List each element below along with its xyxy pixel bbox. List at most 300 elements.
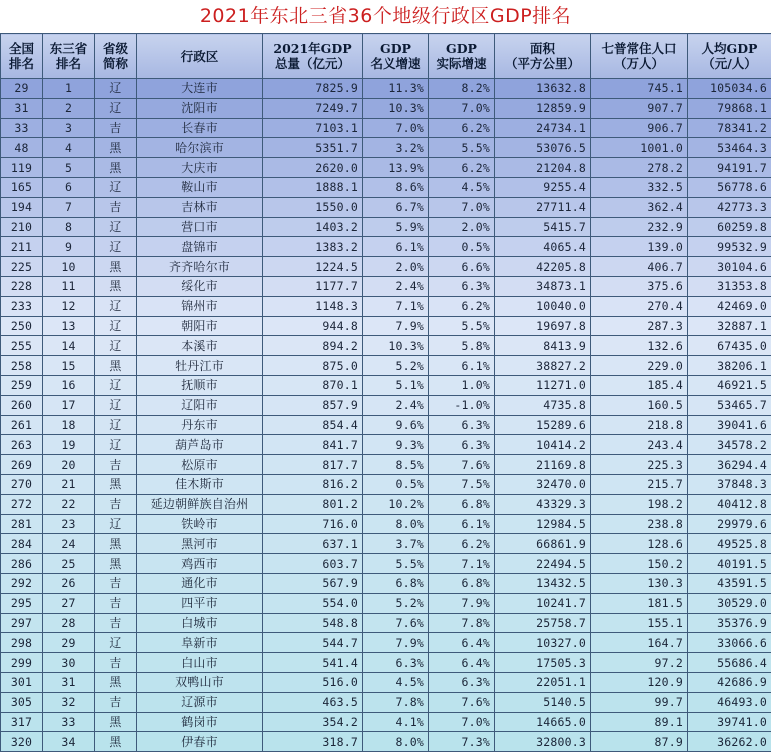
- cell-region: 伊春市: [137, 732, 263, 752]
- cell-province: 黑: [95, 257, 137, 277]
- cell-per-capita-gdp: 38206.1: [688, 356, 771, 376]
- cell-national-rank: 210: [1, 217, 43, 237]
- cell-area: 43329.3: [495, 494, 591, 514]
- cell-province: 辽: [95, 177, 137, 197]
- cell-national-rank: 211: [1, 237, 43, 257]
- cell-population: 130.3: [591, 573, 688, 593]
- cell-real-growth: 5.5%: [429, 316, 495, 336]
- cell-area: 17505.3: [495, 653, 591, 673]
- cell-gdp-total: 7249.7: [263, 98, 363, 118]
- cell-northeast-rank: 9: [43, 237, 95, 257]
- cell-region: 长春市: [137, 118, 263, 138]
- cell-national-rank: 119: [1, 158, 43, 178]
- cell-province: 黑: [95, 712, 137, 732]
- cell-real-growth: 6.2%: [429, 296, 495, 316]
- table-row: [1, 356, 771, 376]
- cell-region: 鸡西市: [137, 554, 263, 574]
- cell-real-growth: 0.5%: [429, 237, 495, 257]
- cell-national-rank: 317: [1, 712, 43, 732]
- cell-population: 128.6: [591, 534, 688, 554]
- table-row: [1, 455, 771, 475]
- cell-nominal-growth: 6.7%: [363, 197, 429, 217]
- cell-nominal-growth: 7.9%: [363, 633, 429, 653]
- table-row: [1, 653, 771, 673]
- cell-population: 150.2: [591, 554, 688, 574]
- cell-population: 132.6: [591, 336, 688, 356]
- table-row: [1, 118, 771, 138]
- cell-region: 辽源市: [137, 692, 263, 712]
- table-row: [1, 79, 771, 99]
- cell-gdp-total: 944.8: [263, 316, 363, 336]
- cell-gdp-total: 637.1: [263, 534, 363, 554]
- gdp-ranking-table: [0, 33, 771, 752]
- cell-region: 本溪市: [137, 336, 263, 356]
- cell-national-rank: 263: [1, 435, 43, 455]
- table-row: [1, 415, 771, 435]
- cell-region: 四平市: [137, 593, 263, 613]
- cell-region: 延边朝鲜族自治州: [137, 494, 263, 514]
- cell-area: 5415.7: [495, 217, 591, 237]
- table-row: [1, 474, 771, 494]
- cell-national-rank: 29: [1, 79, 43, 99]
- cell-gdp-total: 7825.9: [263, 79, 363, 99]
- header-real-growth: GDP 实际增速: [429, 34, 495, 79]
- table-row: [1, 98, 771, 118]
- cell-gdp-total: 603.7: [263, 554, 363, 574]
- cell-nominal-growth: 8.0%: [363, 732, 429, 752]
- cell-area: 32800.3: [495, 732, 591, 752]
- table-row: [1, 296, 771, 316]
- cell-population: 232.9: [591, 217, 688, 237]
- cell-real-growth: 6.1%: [429, 514, 495, 534]
- cell-northeast-rank: 22: [43, 494, 95, 514]
- cell-region: 白山市: [137, 653, 263, 673]
- cell-per-capita-gdp: 67435.0: [688, 336, 771, 356]
- cell-real-growth: 7.8%: [429, 613, 495, 633]
- cell-region: 齐齐哈尔市: [137, 257, 263, 277]
- cell-area: 42205.8: [495, 257, 591, 277]
- cell-nominal-growth: 5.2%: [363, 593, 429, 613]
- cell-real-growth: 4.5%: [429, 177, 495, 197]
- cell-gdp-total: 875.0: [263, 356, 363, 376]
- cell-region: 牡丹江市: [137, 356, 263, 376]
- cell-national-rank: 259: [1, 375, 43, 395]
- cell-northeast-rank: 4: [43, 138, 95, 158]
- cell-gdp-total: 817.7: [263, 455, 363, 475]
- cell-nominal-growth: 7.8%: [363, 692, 429, 712]
- cell-northeast-rank: 2: [43, 98, 95, 118]
- cell-real-growth: 7.0%: [429, 98, 495, 118]
- cell-nominal-growth: 4.1%: [363, 712, 429, 732]
- cell-province: 吉: [95, 455, 137, 475]
- cell-province: 辽: [95, 336, 137, 356]
- cell-nominal-growth: 9.3%: [363, 435, 429, 455]
- cell-gdp-total: 1888.1: [263, 177, 363, 197]
- cell-nominal-growth: 5.9%: [363, 217, 429, 237]
- cell-northeast-rank: 21: [43, 474, 95, 494]
- cell-nominal-growth: 8.0%: [363, 514, 429, 534]
- header-gdp-total: 2021年GDP 总量（亿元）: [263, 34, 363, 79]
- cell-province: 辽: [95, 296, 137, 316]
- cell-population: 155.1: [591, 613, 688, 633]
- cell-population: 225.3: [591, 455, 688, 475]
- table-row: [1, 177, 771, 197]
- cell-region: 锦州市: [137, 296, 263, 316]
- header-region: 行政区: [137, 34, 263, 79]
- cell-province: 吉: [95, 653, 137, 673]
- cell-population: 97.2: [591, 653, 688, 673]
- cell-nominal-growth: 7.1%: [363, 296, 429, 316]
- cell-area: 15289.6: [495, 415, 591, 435]
- cell-area: 4735.8: [495, 395, 591, 415]
- cell-national-rank: 228: [1, 276, 43, 296]
- cell-province: 辽: [95, 98, 137, 118]
- cell-per-capita-gdp: 55686.4: [688, 653, 771, 673]
- cell-nominal-growth: 8.6%: [363, 177, 429, 197]
- cell-per-capita-gdp: 35376.9: [688, 613, 771, 633]
- cell-northeast-rank: 26: [43, 573, 95, 593]
- cell-province: 辽: [95, 514, 137, 534]
- cell-population: 1001.0: [591, 138, 688, 158]
- cell-northeast-rank: 24: [43, 534, 95, 554]
- table-row: [1, 712, 771, 732]
- cell-population: 160.5: [591, 395, 688, 415]
- cell-province: 辽: [95, 435, 137, 455]
- cell-per-capita-gdp: 43591.5: [688, 573, 771, 593]
- cell-national-rank: 261: [1, 415, 43, 435]
- cell-northeast-rank: 12: [43, 296, 95, 316]
- cell-gdp-total: 841.7: [263, 435, 363, 455]
- cell-per-capita-gdp: 99532.9: [688, 237, 771, 257]
- cell-province: 辽: [95, 237, 137, 257]
- cell-gdp-total: 5351.7: [263, 138, 363, 158]
- cell-per-capita-gdp: 40412.8: [688, 494, 771, 514]
- cell-national-rank: 272: [1, 494, 43, 514]
- cell-national-rank: 284: [1, 534, 43, 554]
- cell-national-rank: 269: [1, 455, 43, 475]
- cell-region: 盘锦市: [137, 237, 263, 257]
- cell-per-capita-gdp: 49525.8: [688, 534, 771, 554]
- cell-northeast-rank: 32: [43, 692, 95, 712]
- cell-region: 白城市: [137, 613, 263, 633]
- cell-real-growth: 8.2%: [429, 79, 495, 99]
- cell-real-growth: 6.6%: [429, 257, 495, 277]
- cell-real-growth: 6.4%: [429, 653, 495, 673]
- cell-national-rank: 233: [1, 296, 43, 316]
- cell-per-capita-gdp: 79868.1: [688, 98, 771, 118]
- cell-northeast-rank: 30: [43, 653, 95, 673]
- cell-per-capita-gdp: 46493.0: [688, 692, 771, 712]
- header-northeast-rank: 东三省 排名: [43, 34, 95, 79]
- cell-national-rank: 297: [1, 613, 43, 633]
- cell-region: 阜新市: [137, 633, 263, 653]
- cell-real-growth: 1.0%: [429, 375, 495, 395]
- cell-per-capita-gdp: 53465.7: [688, 395, 771, 415]
- header-row: [1, 34, 771, 79]
- cell-gdp-total: 318.7: [263, 732, 363, 752]
- cell-real-growth: 6.2%: [429, 158, 495, 178]
- cell-area: 19697.8: [495, 316, 591, 336]
- cell-population: 89.1: [591, 712, 688, 732]
- cell-per-capita-gdp: 56778.6: [688, 177, 771, 197]
- cell-northeast-rank: 11: [43, 276, 95, 296]
- cell-real-growth: 7.6%: [429, 455, 495, 475]
- cell-province: 辽: [95, 316, 137, 336]
- cell-area: 25758.7: [495, 613, 591, 633]
- cell-per-capita-gdp: 78341.2: [688, 118, 771, 138]
- cell-national-rank: 260: [1, 395, 43, 415]
- cell-nominal-growth: 3.2%: [363, 138, 429, 158]
- cell-gdp-total: 7103.1: [263, 118, 363, 138]
- cell-area: 5140.5: [495, 692, 591, 712]
- cell-province: 吉: [95, 613, 137, 633]
- cell-province: 吉: [95, 593, 137, 613]
- cell-gdp-total: 1383.2: [263, 237, 363, 257]
- cell-national-rank: 295: [1, 593, 43, 613]
- cell-population: 215.7: [591, 474, 688, 494]
- cell-nominal-growth: 0.5%: [363, 474, 429, 494]
- cell-province: 吉: [95, 118, 137, 138]
- cell-gdp-total: 1224.5: [263, 257, 363, 277]
- cell-population: 406.7: [591, 257, 688, 277]
- table-row: [1, 375, 771, 395]
- cell-gdp-total: 1148.3: [263, 296, 363, 316]
- cell-province: 辽: [95, 415, 137, 435]
- cell-area: 38827.2: [495, 356, 591, 376]
- cell-population: 181.5: [591, 593, 688, 613]
- cell-region: 吉林市: [137, 197, 263, 217]
- cell-population: 229.0: [591, 356, 688, 376]
- header-national-rank: 全国 排名: [1, 34, 43, 79]
- cell-province: 黑: [95, 672, 137, 692]
- cell-gdp-total: 854.4: [263, 415, 363, 435]
- table-title: 2021年东北三省36个地级行政区GDP排名: [0, 0, 771, 33]
- cell-northeast-rank: 29: [43, 633, 95, 653]
- cell-northeast-rank: 31: [43, 672, 95, 692]
- cell-northeast-rank: 18: [43, 415, 95, 435]
- cell-area: 53076.5: [495, 138, 591, 158]
- cell-national-rank: 194: [1, 197, 43, 217]
- cell-area: 12984.5: [495, 514, 591, 534]
- header-population: 七普常住人口 （万人）: [591, 34, 688, 79]
- cell-gdp-total: 716.0: [263, 514, 363, 534]
- cell-northeast-rank: 19: [43, 435, 95, 455]
- cell-population: 198.2: [591, 494, 688, 514]
- cell-region: 沈阳市: [137, 98, 263, 118]
- cell-per-capita-gdp: 34578.2: [688, 435, 771, 455]
- cell-province: 辽: [95, 395, 137, 415]
- cell-gdp-total: 354.2: [263, 712, 363, 732]
- cell-northeast-rank: 17: [43, 395, 95, 415]
- cell-area: 66861.9: [495, 534, 591, 554]
- cell-real-growth: 6.2%: [429, 534, 495, 554]
- cell-real-growth: 6.3%: [429, 435, 495, 455]
- table-row: [1, 237, 771, 257]
- cell-real-growth: 7.6%: [429, 692, 495, 712]
- cell-nominal-growth: 5.2%: [363, 356, 429, 376]
- cell-population: 906.7: [591, 118, 688, 138]
- cell-national-rank: 255: [1, 336, 43, 356]
- cell-northeast-rank: 25: [43, 554, 95, 574]
- table-row: [1, 138, 771, 158]
- cell-area: 14665.0: [495, 712, 591, 732]
- cell-real-growth: 6.1%: [429, 356, 495, 376]
- cell-province: 黑: [95, 554, 137, 574]
- cell-population: 120.9: [591, 672, 688, 692]
- table-row: [1, 732, 771, 752]
- cell-real-growth: 6.8%: [429, 494, 495, 514]
- cell-northeast-rank: 13: [43, 316, 95, 336]
- cell-region: 绥化市: [137, 276, 263, 296]
- cell-province: 辽: [95, 217, 137, 237]
- table-row: [1, 692, 771, 712]
- cell-population: 99.7: [591, 692, 688, 712]
- cell-population: 287.3: [591, 316, 688, 336]
- cell-region: 松原市: [137, 455, 263, 475]
- cell-region: 朝阳市: [137, 316, 263, 336]
- cell-region: 大连市: [137, 79, 263, 99]
- cell-area: 21169.8: [495, 455, 591, 475]
- cell-province: 黑: [95, 356, 137, 376]
- cell-nominal-growth: 2.4%: [363, 276, 429, 296]
- cell-per-capita-gdp: 32887.1: [688, 316, 771, 336]
- table-row: [1, 593, 771, 613]
- cell-per-capita-gdp: 30529.0: [688, 593, 771, 613]
- cell-population: 238.8: [591, 514, 688, 534]
- cell-national-rank: 225: [1, 257, 43, 277]
- cell-population: 243.4: [591, 435, 688, 455]
- cell-gdp-total: 1550.0: [263, 197, 363, 217]
- header-area: 面积 （平方公里）: [495, 34, 591, 79]
- cell-national-rank: 270: [1, 474, 43, 494]
- cell-area: 11271.0: [495, 375, 591, 395]
- cell-population: 218.8: [591, 415, 688, 435]
- cell-national-rank: 299: [1, 653, 43, 673]
- table-row: [1, 633, 771, 653]
- cell-population: 907.7: [591, 98, 688, 118]
- cell-area: 13432.5: [495, 573, 591, 593]
- cell-gdp-total: 544.7: [263, 633, 363, 653]
- cell-northeast-rank: 7: [43, 197, 95, 217]
- cell-nominal-growth: 5.5%: [363, 554, 429, 574]
- cell-gdp-total: 1177.7: [263, 276, 363, 296]
- header-province: 省级 简称: [95, 34, 137, 79]
- cell-national-rank: 258: [1, 356, 43, 376]
- cell-national-rank: 286: [1, 554, 43, 574]
- cell-province: 黑: [95, 138, 137, 158]
- cell-northeast-rank: 10: [43, 257, 95, 277]
- cell-per-capita-gdp: 46921.5: [688, 375, 771, 395]
- cell-real-growth: 7.3%: [429, 732, 495, 752]
- cell-area: 21204.8: [495, 158, 591, 178]
- cell-gdp-total: 857.9: [263, 395, 363, 415]
- cell-nominal-growth: 11.3%: [363, 79, 429, 99]
- cell-northeast-rank: 6: [43, 177, 95, 197]
- cell-population: 270.4: [591, 296, 688, 316]
- cell-gdp-total: 801.2: [263, 494, 363, 514]
- cell-nominal-growth: 13.9%: [363, 158, 429, 178]
- cell-area: 12859.9: [495, 98, 591, 118]
- cell-area: 24734.1: [495, 118, 591, 138]
- cell-province: 黑: [95, 276, 137, 296]
- table-row: [1, 573, 771, 593]
- cell-per-capita-gdp: 37848.3: [688, 474, 771, 494]
- cell-province: 吉: [95, 197, 137, 217]
- cell-region: 通化市: [137, 573, 263, 593]
- cell-region: 鞍山市: [137, 177, 263, 197]
- cell-national-rank: 33: [1, 118, 43, 138]
- cell-national-rank: 305: [1, 692, 43, 712]
- cell-population: 332.5: [591, 177, 688, 197]
- cell-per-capita-gdp: 33066.6: [688, 633, 771, 653]
- cell-province: 黑: [95, 534, 137, 554]
- cell-per-capita-gdp: 60259.8: [688, 217, 771, 237]
- table-row: [1, 613, 771, 633]
- cell-region: 营口市: [137, 217, 263, 237]
- cell-population: 185.4: [591, 375, 688, 395]
- cell-area: 13632.8: [495, 79, 591, 99]
- cell-region: 辽阳市: [137, 395, 263, 415]
- table-row: [1, 276, 771, 296]
- cell-region: 哈尔滨市: [137, 138, 263, 158]
- cell-area: 10241.7: [495, 593, 591, 613]
- cell-real-growth: 5.8%: [429, 336, 495, 356]
- cell-national-rank: 250: [1, 316, 43, 336]
- cell-real-growth: 6.3%: [429, 276, 495, 296]
- cell-region: 抚顺市: [137, 375, 263, 395]
- cell-per-capita-gdp: 53464.3: [688, 138, 771, 158]
- cell-northeast-rank: 5: [43, 158, 95, 178]
- cell-area: 10040.0: [495, 296, 591, 316]
- cell-nominal-growth: 7.6%: [363, 613, 429, 633]
- cell-nominal-growth: 8.5%: [363, 455, 429, 475]
- table-row: [1, 494, 771, 514]
- cell-national-rank: 301: [1, 672, 43, 692]
- cell-northeast-rank: 14: [43, 336, 95, 356]
- cell-area: 4065.4: [495, 237, 591, 257]
- cell-area: 9255.4: [495, 177, 591, 197]
- cell-real-growth: 6.3%: [429, 415, 495, 435]
- cell-province: 黑: [95, 158, 137, 178]
- cell-national-rank: 165: [1, 177, 43, 197]
- cell-national-rank: 31: [1, 98, 43, 118]
- cell-nominal-growth: 5.1%: [363, 375, 429, 395]
- table-row: [1, 534, 771, 554]
- cell-province: 辽: [95, 375, 137, 395]
- cell-population: 164.7: [591, 633, 688, 653]
- cell-per-capita-gdp: 36294.4: [688, 455, 771, 475]
- cell-real-growth: 7.0%: [429, 197, 495, 217]
- table-row: [1, 435, 771, 455]
- cell-national-rank: 298: [1, 633, 43, 653]
- cell-province: 黑: [95, 732, 137, 752]
- cell-northeast-rank: 20: [43, 455, 95, 475]
- cell-northeast-rank: 34: [43, 732, 95, 752]
- header-nominal-growth: GDP 名义增速: [363, 34, 429, 79]
- cell-province: 黑: [95, 474, 137, 494]
- cell-gdp-total: 541.4: [263, 653, 363, 673]
- cell-province: 吉: [95, 692, 137, 712]
- cell-province: 辽: [95, 633, 137, 653]
- cell-gdp-total: 816.2: [263, 474, 363, 494]
- table-row: [1, 158, 771, 178]
- table-row: [1, 316, 771, 336]
- cell-northeast-rank: 33: [43, 712, 95, 732]
- cell-per-capita-gdp: 42469.0: [688, 296, 771, 316]
- header-per-capita-gdp: 人均GDP （元/人）: [688, 34, 771, 79]
- cell-gdp-total: 567.9: [263, 573, 363, 593]
- cell-real-growth: 7.1%: [429, 554, 495, 574]
